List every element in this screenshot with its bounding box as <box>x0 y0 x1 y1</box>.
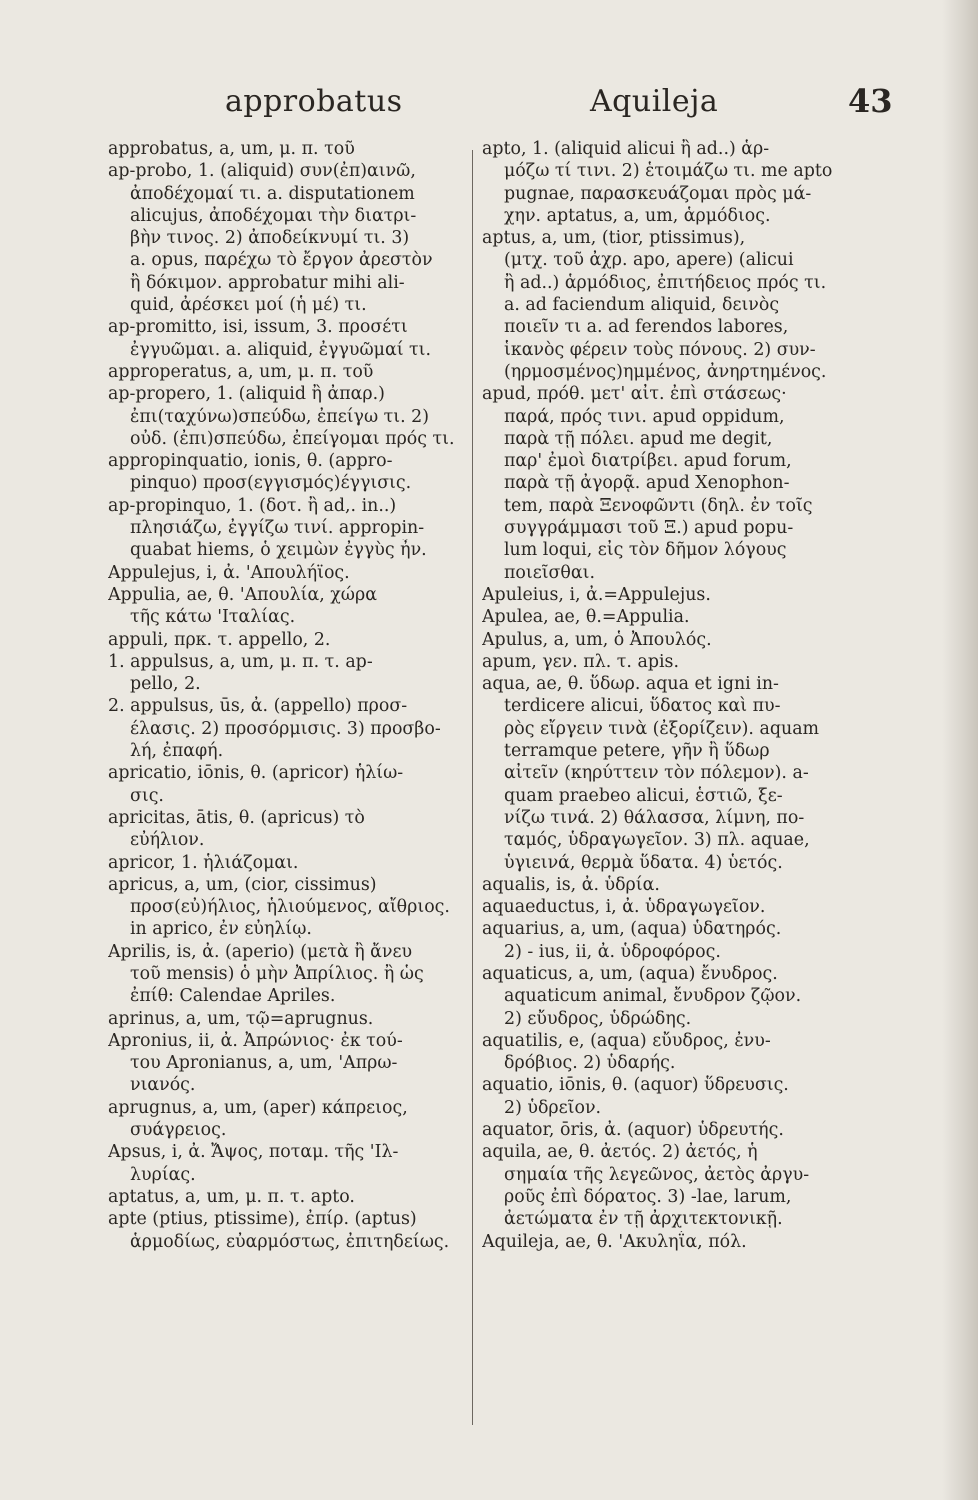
entry-continuation-line: a. ad faciendum aliquid, δεινὸς <box>504 295 780 316</box>
entry-line: aquarius, a, um, (aqua) ὑδατηρός. <box>482 919 782 940</box>
entry-continuation-line: a. opus, παρέχω τὸ ἔργον ἀρεστὸν <box>130 250 433 271</box>
entry-line: ap-propero, 1. (aliquid ἢ ἀπαρ.) <box>108 384 385 405</box>
entry-line: ap-propinquo, 1. (δοτ. ἢ ad,. in..) <box>108 495 397 516</box>
entry-line: apricitas, ātis, θ. (apricus) τὸ <box>108 807 365 828</box>
page-number: 43 <box>848 82 893 120</box>
entry-continuation-line: παρὰ τῇ πόλει. apud me degit, <box>504 428 773 449</box>
entry-continuation-line: τοῦ mensis) ὁ μὴν Ἀπρίλιος. ἢ ὡς <box>130 963 424 984</box>
entry-continuation-line: quam praebeo alicui, ἑστιῶ, ξε- <box>504 785 783 806</box>
entry-line: ap-promitto, isi, issum, 3. προσέτι <box>108 317 408 338</box>
entry-line: Apulus, a, um, ὁ Ἀπουλός. <box>482 629 712 650</box>
entry-continuation-line: ὑγιεινά, θερμὰ ὕδατα. 4) ὑετός. <box>504 852 783 873</box>
entry-line: Aprilis, is, ἀ. (aperio) (μετὰ ἢ ἄνευ <box>108 941 413 962</box>
entry-continuation-line: lum loqui, εἰς τὸν δῆμον λόγους <box>504 540 787 561</box>
entry-continuation-line: 2) ὑδρεῖον. <box>504 1097 602 1118</box>
entry-line: appuli, πρκ. τ. appello, 2. <box>108 629 331 650</box>
entry-line: aptus, a, um, (tior, ptissimus), <box>482 228 746 249</box>
entry-line: Aquileja, ae, θ. 'Ακυληΐα, πόλ. <box>482 1231 747 1252</box>
entry-continuation-line: ἁρμοδίως, εὐαρμόστως, ἐπιτηδείως. <box>130 1231 450 1252</box>
entry-continuation-line: pinquo) προσ(εγγισμός)έγγισις. <box>130 473 412 494</box>
entry-line: apum, γεν. πλ. τ. apis. <box>482 651 679 672</box>
entry-continuation-line: συγγράμμασι τοῦ Ξ.) apud popu- <box>504 518 794 539</box>
entry-continuation-line: παρά, πρός τινι. apud oppidum, <box>504 406 785 427</box>
entry-continuation-line: ἐπίθ: Calendae Apriles. <box>130 986 336 1007</box>
entry-continuation-line: ἢ ad..) ἁρμόδιος, ἐπιτήδειος πρός τι. <box>504 272 827 293</box>
entry-continuation-line: aquaticum animal, ἔνυδρον ζῷον. <box>504 986 802 1007</box>
entry-continuation-line: tem, παρὰ Ξενοφῶντι (δηλ. ἐν τοῖς <box>504 495 813 516</box>
entry-line: apricor, 1. ἡλιάζομαι. <box>108 852 299 873</box>
entry-line: aquator, ōris, ἀ. (aquor) ὑδρευτής. <box>482 1120 784 1141</box>
header-last-word: Aquileja <box>590 84 719 119</box>
entry-continuation-line: ρὸς εἴργειν τινὰ (ἐξορίζειν). aquam <box>504 718 820 739</box>
entry-line: aquila, ae, θ. ἀετός. 2) ἀετός, ἡ <box>482 1142 758 1163</box>
entry-continuation-line: pugnae, παρασκευάζομαι πρὸς μά- <box>504 183 812 204</box>
entry-line: 1. appulsus, a, um, μ. π. τ. ap- <box>108 651 373 672</box>
running-header <box>0 84 978 124</box>
entry-continuation-line: ἀετώματα ἐν τῇ ἀρχιτεκτονικῇ. <box>504 1209 783 1230</box>
entry-continuation-line: quid, ἀρέσκει μοί (ἡ μέ) τι. <box>130 295 367 316</box>
entry-continuation-line: λή, ἐπαφή. <box>130 741 224 762</box>
entry-line: approbatus, a, um, μ. π. τοῦ <box>108 139 355 159</box>
entry-line: Appulejus, i, ἀ. 'Απουλήϊος. <box>108 562 350 583</box>
right-column <box>482 138 876 1253</box>
entry-line: Appulia, ae, θ. 'Απουλία, χώρα <box>108 584 377 605</box>
entry-line: aptatus, a, um, μ. π. τ. apto. <box>108 1186 355 1207</box>
entry-line: Apuleius, i, ἀ.=Appulejus. <box>482 584 711 605</box>
entry-continuation-line: συάγρειος. <box>130 1120 227 1141</box>
entry-continuation-line: in aprico, ἐν εὐηλίῳ. <box>130 919 312 940</box>
entry-continuation-line: προσ(εὐ)ήλιος, ἡλιούμενος, αἴθριος. <box>130 897 450 918</box>
entry-continuation-line: βὴν τινος. 2) ἀποδείκνυμί τι. 3) <box>130 228 410 249</box>
entry-continuation-line: quabat hiems, ὁ χειμὼν ἐγγὺς ἦν. <box>130 540 427 561</box>
entry-line: aprugnus, a, um, (aper) κάπρειος, <box>108 1097 408 1118</box>
entry-line: aprinus, a, um, τῷ=aprugnus. <box>108 1008 374 1029</box>
entry-line: apricatio, iōnis, θ. (apricor) ἡλίω- <box>108 763 404 784</box>
entry-continuation-line: ἱκανὸς φέρειν τοὺς πόνους. 2) συν- <box>504 339 816 360</box>
entry-continuation-line: πλησιάζω, ἐγγίζω τινί. appropin- <box>130 518 425 539</box>
entry-line: Apulea, ae, θ.=Appulia. <box>482 607 690 628</box>
entry-line: aquatilis, e, (aqua) εὔυδρος, ἐνυ- <box>482 1030 771 1051</box>
entry-continuation-line: λυρίας. <box>130 1164 196 1185</box>
entry-line: apud, πρόθ. μετ' αἰτ. ἐπὶ στάσεως· <box>482 384 787 405</box>
entry-continuation-line: ἀποδέχομαί τι. a. disputationem <box>130 183 415 204</box>
entry-line: appropinquatio, ionis, θ. (appro- <box>108 451 393 472</box>
entry-line: ap-probo, 1. (aliquid) συν(ἐπ)αινῶ, <box>108 161 416 182</box>
entry-continuation-line: ποιεῖν τι a. ad ferendos labores, <box>504 317 789 338</box>
entry-continuation-line: νίζω τινά. 2) θάλασσα, λίμνη, πο- <box>504 807 805 828</box>
entry-line: apte (ptius, ptissime), ἐπίρ. (aptus) <box>108 1209 417 1230</box>
entry-continuation-line: ταμός, ὑδραγωγεῖον. 3) πλ. aquae, <box>504 830 810 851</box>
entry-continuation-line: αἰτεῖν (κηρύττειν τὸν πόλεμον). a- <box>504 763 809 784</box>
entry-continuation-line: τῆς κάτω 'Ιταλίας. <box>130 607 296 628</box>
entry-continuation-line: παρὰ τῇ ἀγορᾷ. apud Xenophon- <box>504 473 790 494</box>
entry-continuation-line: χην. aptatus, a, um, ἁρμόδιος. <box>504 205 771 226</box>
entry-line: approperatus, a, um, μ. π. τοῦ <box>108 361 374 382</box>
entry-continuation-line: 2) - ius, ii, ἀ. ὑδροφόρος. <box>504 941 721 962</box>
entry-continuation-line: σημαία τῆς λεγεῶνος, ἀετὸς ἀργυ- <box>504 1164 810 1185</box>
entry-line: apto, 1. (aliquid alicui ἢ ad..) ἁρ- <box>482 139 770 159</box>
entry-continuation-line: έλασις. 2) προσόρμισις. 3) προσβο- <box>130 718 441 739</box>
entry-line: apricus, a, um, (cior, cissimus) <box>108 874 377 895</box>
entry-continuation-line: ἐπι(ταχύνω)σπεύδω, ἐπείγω τι. 2) <box>130 406 430 427</box>
entry-continuation-line: ροῦς ἐπὶ δόρατος. 3) -lae, larum, <box>504 1186 792 1207</box>
entry-line: Apsus, i, ἀ. Ἄψος, ποταμ. τῆς 'Ιλ- <box>108 1142 399 1163</box>
entry-continuation-line: εὐήλιον. <box>130 830 205 851</box>
entry-continuation-line: ποιεῖσθαι. <box>504 562 595 583</box>
header-first-word: approbatus <box>225 84 403 119</box>
entry-line: aquaticus, a, um, (aqua) ἔνυδρος. <box>482 963 778 984</box>
entry-continuation-line: (ηρμοσμένος)ημμένος, ἀνηρτημένος. <box>504 361 827 382</box>
entry-line: aqualis, is, ἀ. ὑδρία. <box>482 874 660 895</box>
entry-continuation-line: νιανός. <box>130 1075 196 1096</box>
left-column <box>108 138 484 1253</box>
entry-continuation-line: alicujus, ἀποδέχομαι τὴν διατρι- <box>130 205 417 226</box>
entry-line: aquatio, iōnis, θ. (aquor) ὕδρευσις. <box>482 1075 789 1096</box>
entry-line: 2. appulsus, ūs, ἀ. (appello) προσ- <box>108 696 408 717</box>
entry-line: Apronius, ii, ἀ. Ἀπρώνιος· ἐκ τού- <box>108 1030 403 1051</box>
entry-continuation-line: (μτχ. τοῦ ἀχρ. apo, apere) (alicui <box>504 250 794 271</box>
column-divider <box>472 150 473 1425</box>
entry-continuation-line: παρ' ἐμοὶ διατρίβει. apud forum, <box>504 451 792 472</box>
entry-continuation-line: ἐγγυῶμαι. a. aliquid, ἐγγυῶμαί τι. <box>130 339 432 360</box>
entry-continuation-line: του Apronianus, a, um, 'Απρω- <box>130 1053 398 1074</box>
entry-continuation-line: δρόβιος. 2) ὑδαρής. <box>504 1053 676 1074</box>
entry-continuation-line: σις. <box>130 785 164 806</box>
entry-continuation-line: μόζω τί τινι. 2) ἑτοιμάζω τι. me apto <box>504 161 833 182</box>
entry-continuation-line: 2) εὔυδρος, ὑδρώδης. <box>504 1008 692 1029</box>
entry-continuation-line: ἢ δόκιμον. approbatur mihi ali- <box>130 272 405 293</box>
entry-line: aquaeductus, i, ἀ. ὑδραγωγεῖον. <box>482 897 766 918</box>
entry-continuation-line: pello, 2. <box>130 674 201 695</box>
page-edge <box>942 0 978 1500</box>
entry-continuation-line: terramque petere, γῆν ἢ ὕδωρ <box>504 741 770 762</box>
entry-line: aqua, ae, θ. ὕδωρ. aqua et igni in- <box>482 674 779 695</box>
entry-continuation-line: οὐδ. (ἐπι)σπεύδω, ἐπείγομαι πρός τι. <box>130 428 455 449</box>
entry-continuation-line: terdicere alicui, ὕδατος καὶ πυ- <box>504 696 781 717</box>
